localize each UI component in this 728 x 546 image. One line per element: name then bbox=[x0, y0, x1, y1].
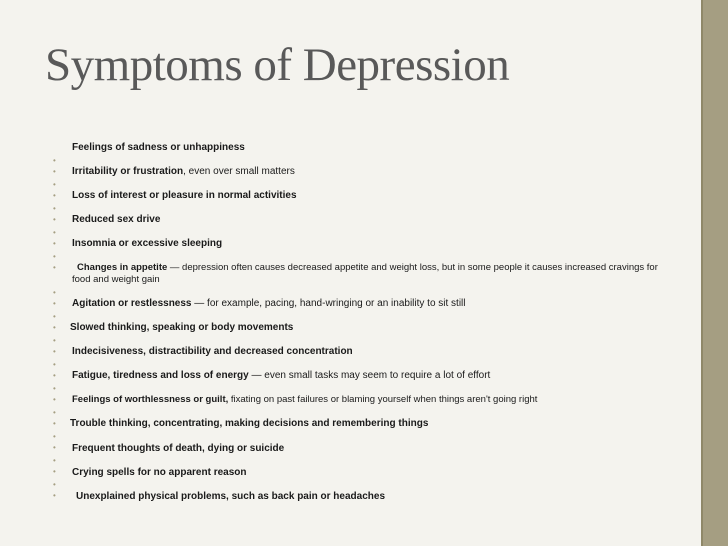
bullet-icon: • bbox=[53, 299, 56, 308]
bullet-icon: • bbox=[53, 228, 56, 237]
list-item bbox=[72, 467, 246, 479]
symptom-label: Crying spells for no apparent reason bbox=[72, 467, 247, 478]
bullet-icon: • bbox=[53, 456, 56, 465]
bullet-icon: • bbox=[53, 239, 56, 248]
bullet-icon: • bbox=[53, 432, 56, 441]
bullet-icon: • bbox=[53, 312, 56, 321]
symptom-label: Fatigue, tiredness and loss of energy bbox=[72, 370, 249, 381]
bullet-icon: • bbox=[53, 191, 56, 200]
bullet-icon: • bbox=[53, 419, 56, 428]
list-item bbox=[72, 214, 160, 226]
list-item bbox=[72, 142, 245, 154]
symptom-label: Changes in appetite bbox=[77, 262, 168, 273]
slide-title: Symptoms of Depression bbox=[45, 39, 510, 91]
bullet-icon: • bbox=[53, 252, 56, 261]
list-item bbox=[72, 394, 537, 406]
symptom-label: Feelings of worthlessness or guilt, bbox=[72, 394, 229, 405]
bullet-icon: • bbox=[53, 443, 56, 452]
list-item bbox=[72, 346, 353, 358]
bullet-icon: • bbox=[53, 384, 56, 393]
bullet-icon: • bbox=[53, 336, 56, 345]
symptom-label: Feelings of sadness or unhappiness bbox=[72, 142, 245, 153]
symptom-label: Indecisiveness, distractibility and decreased concentration bbox=[72, 346, 353, 357]
symptom-detail: — depression often causes decreased appetite and weight loss, but in some people it causes increased cravings for food and weight gain bbox=[72, 262, 658, 285]
bullet-icon: • bbox=[53, 180, 56, 189]
bullet-icon: • bbox=[53, 371, 56, 380]
symptom-label: Slowed thinking, speaking or body movements bbox=[70, 322, 294, 333]
list-item bbox=[72, 298, 466, 310]
symptom-detail: — even small tasks may seem to require a lot of effort bbox=[248, 370, 491, 381]
bullet-icon: • bbox=[53, 167, 56, 176]
bullet-icon: • bbox=[53, 215, 56, 224]
symptom-label: Unexplained physical problems, such as back pain or headaches bbox=[76, 491, 385, 502]
symptom-label: Frequent thoughts of death, dying or suicide bbox=[72, 443, 285, 454]
list-item bbox=[70, 322, 293, 334]
bullet-icon: • bbox=[53, 156, 56, 165]
symptom-label: Reduced sex drive bbox=[72, 214, 161, 225]
bullet-icon: • bbox=[53, 347, 56, 356]
list-item bbox=[72, 262, 676, 286]
symptom-label: Trouble thinking, concentrating, making decisions and remembering things bbox=[70, 418, 429, 429]
list-item bbox=[76, 491, 385, 503]
symptom-detail: fixating on past failures or blaming yourself when things aren't going right bbox=[228, 394, 538, 405]
list-item bbox=[72, 238, 222, 250]
bullet-icon: • bbox=[53, 360, 56, 369]
bullet-icon: • bbox=[53, 408, 56, 417]
symptom-label: Agitation or restlessness bbox=[72, 298, 192, 309]
symptom-label: Loss of interest or pleasure in normal activities bbox=[72, 190, 297, 201]
accent-band bbox=[701, 0, 728, 546]
bullet-icon: • bbox=[53, 323, 56, 332]
bullet-icon: • bbox=[53, 491, 56, 500]
bullet-icon: • bbox=[53, 288, 56, 297]
list-item bbox=[72, 370, 490, 382]
symptom-label: Irritability or frustration bbox=[72, 166, 184, 177]
symptom-label: Insomnia or excessive sleeping bbox=[72, 238, 223, 249]
bullet-icon: • bbox=[53, 467, 56, 476]
list-item bbox=[72, 190, 297, 202]
bullet-icon: • bbox=[53, 395, 56, 404]
symptom-detail: , even over small matters bbox=[183, 166, 295, 177]
bullet-icon: • bbox=[53, 263, 56, 272]
bullet-icon: • bbox=[53, 480, 56, 489]
list-item bbox=[70, 418, 428, 430]
list-item bbox=[72, 166, 295, 178]
symptom-detail: — for example, pacing, hand-wringing or an inability to sit still bbox=[191, 298, 466, 309]
list-item bbox=[72, 443, 284, 455]
bullet-icon: • bbox=[53, 204, 56, 213]
